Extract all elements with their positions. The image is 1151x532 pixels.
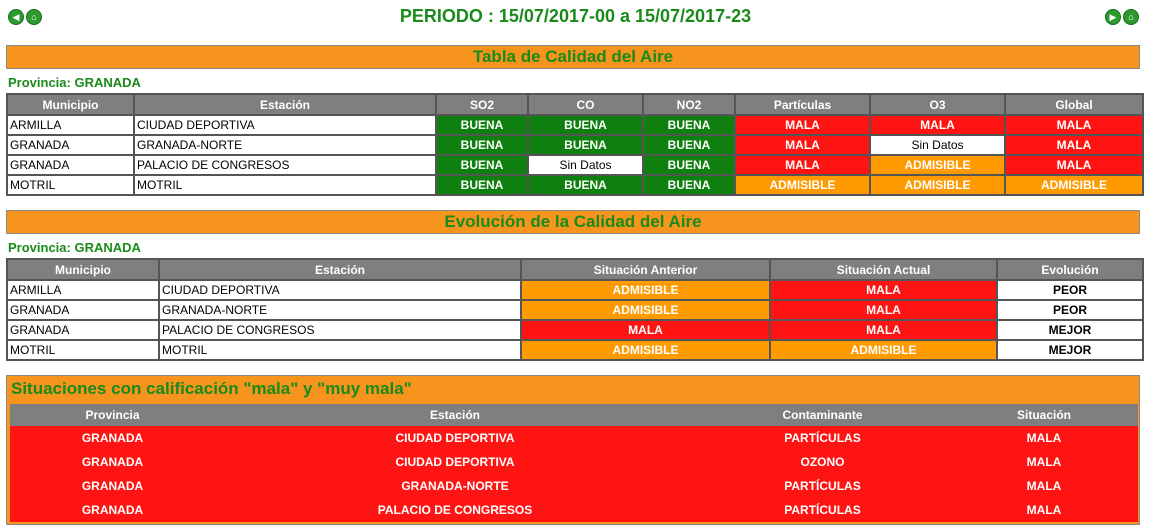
situations-column-header: Provincia [10, 404, 215, 426]
municipio-cell: GRANADA [7, 320, 159, 340]
quality-table [6, 93, 1144, 196]
evolution-table-row [7, 300, 1143, 320]
quality-header-row [7, 94, 1143, 115]
co-quality-cell: BUENA [528, 115, 643, 135]
bad-situations-panel [6, 375, 1140, 525]
situacion-actual-cell: MALA [770, 280, 997, 300]
situacion-anterior-cell: ADMISIBLE [521, 340, 770, 360]
global-quality-cell: MALA [1005, 155, 1143, 175]
situations-table-row [10, 426, 1138, 450]
quality-table-row [7, 155, 1143, 175]
arrow-left-icon: ◀ [12, 12, 20, 22]
home-icon: ⌂ [1128, 12, 1134, 22]
evolucion-cell: PEOR [997, 300, 1143, 320]
quality-column-header: SO2 [436, 94, 528, 115]
o3-quality-cell: MALA [870, 115, 1005, 135]
particulas-quality-cell: MALA [735, 155, 870, 175]
evolucion-cell: MEJOR [997, 340, 1143, 360]
situacion-actual-cell: MALA [770, 300, 997, 320]
quality-column-header: CO [528, 94, 643, 115]
situacion-cell: MALA [950, 450, 1138, 474]
evolution-column-header: Municipio [7, 259, 159, 280]
municipio-cell: ARMILLA [7, 280, 159, 300]
situacion-cell: MALA [950, 498, 1138, 522]
quality-table-row [7, 175, 1143, 195]
quality-section-title: Tabla de Calidad del Aire [6, 45, 1140, 69]
situations-table-row [10, 474, 1138, 498]
quality-table-row [7, 135, 1143, 155]
no2-quality-cell: BUENA [643, 155, 735, 175]
home-icon: ⌂ [31, 12, 37, 22]
period-title: PERIODO : 15/07/2017-00 a 15/07/2017-23 [399, 6, 752, 26]
no2-quality-cell: BUENA [643, 115, 735, 135]
municipio-cell: GRANADA [7, 300, 159, 320]
quality-provincia: Provincia: GRANADA [8, 75, 141, 90]
evolucion-cell: MEJOR [997, 320, 1143, 340]
municipio-cell: MOTRIL [7, 340, 159, 360]
estacion-cell: GRANADA-NORTE [215, 474, 695, 498]
municipio-cell: GRANADA [7, 155, 134, 175]
co-quality-cell: BUENA [528, 175, 643, 195]
estacion-cell: CIUDAD DEPORTIVA [215, 450, 695, 474]
situacion-anterior-cell: ADMISIBLE [521, 300, 770, 320]
particulas-quality-cell: ADMISIBLE [735, 175, 870, 195]
contaminante-cell: PARTÍCULAS [695, 426, 950, 450]
situations-header-row [10, 404, 1138, 426]
situations-table-row [10, 498, 1138, 522]
o3-quality-cell: ADMISIBLE [870, 155, 1005, 175]
estacion-cell: CIUDAD DEPORTIVA [159, 280, 521, 300]
estacion-cell: CIUDAD DEPORTIVA [215, 426, 695, 450]
bad-situations-title: Situaciones con calificación "mala" y "muy mala" [11, 379, 412, 398]
situacion-cell: MALA [950, 426, 1138, 450]
situacion-actual-cell: MALA [770, 320, 997, 340]
evolution-table-row [7, 280, 1143, 300]
estacion-cell: GRANADA-NORTE [134, 135, 436, 155]
quality-column-header: Estación [134, 94, 436, 115]
global-quality-cell: MALA [1005, 115, 1143, 135]
evolution-provincia: Provincia: GRANADA [8, 240, 141, 255]
so2-quality-cell: BUENA [436, 115, 528, 135]
estacion-cell: PALACIO DE CONGRESOS [159, 320, 521, 340]
evolution-table [6, 258, 1144, 361]
situacion-cell: MALA [950, 474, 1138, 498]
global-quality-cell: MALA [1005, 135, 1143, 155]
evolution-header-row [7, 259, 1143, 280]
evolution-column-header: Estación [159, 259, 521, 280]
provincia-cell: GRANADA [10, 474, 215, 498]
arrow-right-icon: ▶ [1109, 12, 1117, 22]
situacion-actual-cell: ADMISIBLE [770, 340, 997, 360]
provincia-cell: GRANADA [10, 450, 215, 474]
evolution-column-header: Situación Anterior [521, 259, 770, 280]
estacion-cell: GRANADA-NORTE [159, 300, 521, 320]
municipio-cell: MOTRIL [7, 175, 134, 195]
contaminante-cell: PARTÍCULAS [695, 498, 950, 522]
so2-quality-cell: BUENA [436, 175, 528, 195]
situations-table-row [10, 450, 1138, 474]
evolution-table-row [7, 340, 1143, 360]
quality-column-header: O3 [870, 94, 1005, 115]
estacion-cell: CIUDAD DEPORTIVA [134, 115, 436, 135]
situations-column-header: Contaminante [695, 404, 950, 426]
no2-quality-cell: BUENA [643, 175, 735, 195]
contaminante-cell: PARTÍCULAS [695, 474, 950, 498]
quality-column-header: NO2 [643, 94, 735, 115]
situations-column-header: Situación [950, 404, 1138, 426]
situacion-anterior-cell: MALA [521, 320, 770, 340]
quality-column-header: Partículas [735, 94, 870, 115]
evolucion-cell: PEOR [997, 280, 1143, 300]
evolution-column-header: Situación Actual [770, 259, 997, 280]
provincia-cell: GRANADA [10, 498, 215, 522]
co-quality-cell: Sin Datos [528, 155, 643, 175]
global-quality-cell: ADMISIBLE [1005, 175, 1143, 195]
estacion-cell: PALACIO DE CONGRESOS [215, 498, 695, 522]
so2-quality-cell: BUENA [436, 135, 528, 155]
quality-table-row [7, 115, 1143, 135]
estacion-cell: PALACIO DE CONGRESOS [134, 155, 436, 175]
bad-situations-table [10, 404, 1138, 522]
quality-column-header: Global [1005, 94, 1143, 115]
particulas-quality-cell: MALA [735, 135, 870, 155]
evolution-column-header: Evolución [997, 259, 1143, 280]
provincia-cell: GRANADA [10, 426, 215, 450]
municipio-cell: ARMILLA [7, 115, 134, 135]
quality-column-header: Municipio [7, 94, 134, 115]
situations-column-header: Estación [215, 404, 695, 426]
evolution-table-row [7, 320, 1143, 340]
contaminante-cell: OZONO [695, 450, 950, 474]
no2-quality-cell: BUENA [643, 135, 735, 155]
municipio-cell: GRANADA [7, 135, 134, 155]
estacion-cell: MOTRIL [134, 175, 436, 195]
estacion-cell: MOTRIL [159, 340, 521, 360]
particulas-quality-cell: MALA [735, 115, 870, 135]
o3-quality-cell: ADMISIBLE [870, 175, 1005, 195]
so2-quality-cell: BUENA [436, 155, 528, 175]
evolution-section-title: Evolución de la Calidad del Aire [6, 210, 1140, 234]
o3-quality-cell: Sin Datos [870, 135, 1005, 155]
co-quality-cell: BUENA [528, 135, 643, 155]
situacion-anterior-cell: ADMISIBLE [521, 280, 770, 300]
